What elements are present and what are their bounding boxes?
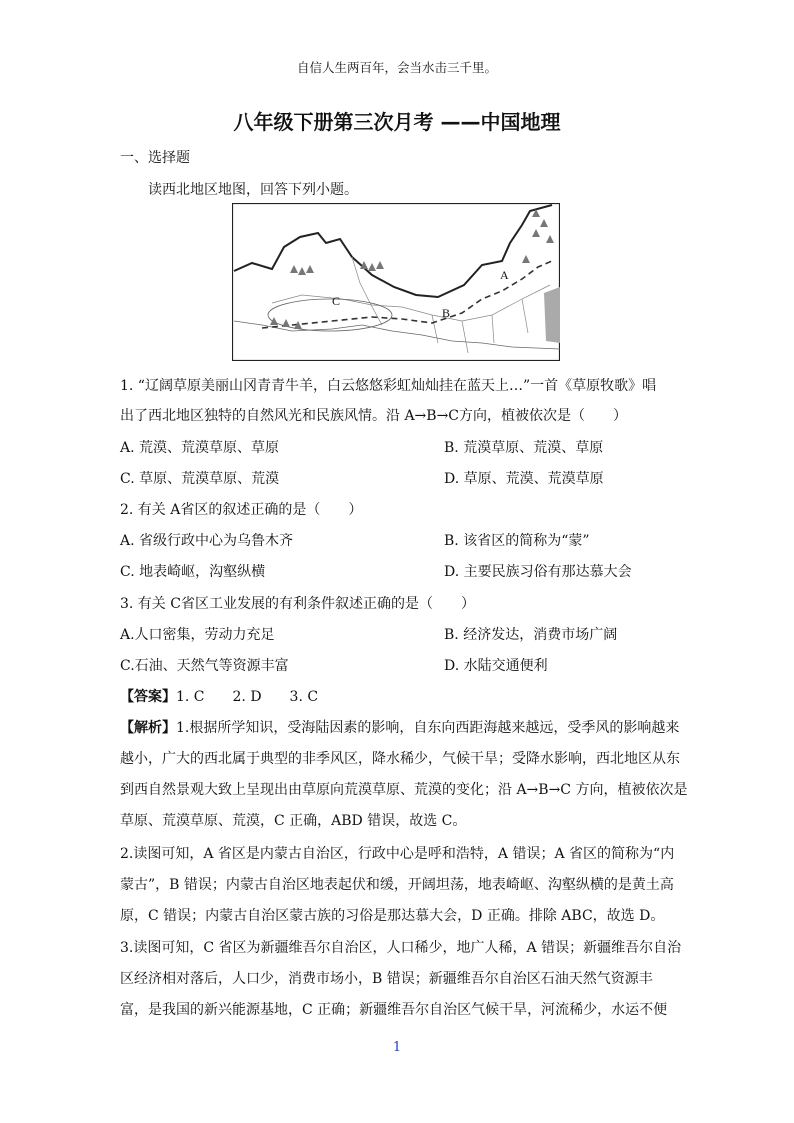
q1-option-b: B. 荒漠草原、荒漠、草原 (444, 440, 604, 456)
map-figure (232, 203, 560, 361)
section-heading: 一、选择题 (120, 150, 190, 166)
answer-text: 1. C 2. D 3. C (176, 689, 319, 705)
q1-stem-line1: 1. “辽阔草原美丽山冈青青牛羊，白云悠悠彩虹灿灿挂在蓝天上…”一首《草原牧歌》唱 (120, 378, 657, 394)
q3-option-b: B. 经济发达，消费市场广阔 (444, 627, 618, 643)
q2-option-c: C. 地表崎岖，沟壑纵横 (120, 564, 266, 580)
map-label-b: B (442, 306, 451, 320)
analysis-line-5: 2.读图可知，A 省区是内蒙古自治区，行政中心是呼和浩特，A 错误；A 省区的简称为“内 (120, 846, 675, 862)
map-label-a: A (500, 268, 509, 282)
analysis-line-1 (120, 717, 679, 737)
q2-option-d: D. 主要民族习俗有那达慕大会 (444, 564, 632, 580)
analysis-text-1: 1.根据所学知识，受海陆因素的影响，自东向西距海越来越远，受季风的影响越来 (176, 720, 680, 736)
q2-option-b: B. 该省区的简称为“蒙” (444, 533, 590, 549)
page-title: 八年级下册第三次月考 ——中国地理 (233, 110, 561, 134)
header-motto: 自信人生两百年，会当水击三千里。 (296, 60, 497, 75)
analysis-line-6: 蒙古”，B 错误；内蒙古自治区地表起伏和缓，开阔坦荡，地表崎岖、沟壑纵横的是黄土高 (120, 877, 674, 893)
q3-option-a: A.人口密集，劳动力充足 (120, 627, 275, 643)
q3-option-c: C.石油、天然气等资源丰富 (120, 658, 289, 674)
analysis-line-4: 草原、荒漠草原、荒漠，C 正确，ABD 错误，故选 C。 (120, 813, 467, 829)
map-label-c: C (332, 294, 341, 308)
q1-option-a: A. 荒漠、荒漠草原、草原 (120, 440, 280, 456)
analysis-line-9: 区经济相对落后，人口少，消费市场小，B 错误；新疆维吾尔自治区石油天然气资源丰 (120, 971, 653, 987)
analysis-line-2: 越小，广大的西北属于典型的非季风区，降水稀少，气候干旱；受降水影响，西北地区从东 (120, 751, 680, 767)
q2-option-a: A. 省级行政中心为乌鲁木齐 (120, 533, 294, 549)
northwest-region-map (232, 203, 560, 361)
answer-line (120, 686, 318, 706)
q1-stem-line2: 出了西北地区独特的自然风光和民族风情。沿 A→B→C方向，植被依次是（ ） (120, 408, 628, 424)
analysis-line-10: 富，是我国的新兴能源基地，C 正确；新疆维吾尔自治区气候干旱，河流稀少，水运不便 (120, 1002, 668, 1018)
intro-text: 读西北地区地图，回答下列小题。 (148, 182, 358, 198)
q3-option-d: D. 水陆交通便利 (444, 658, 548, 674)
analysis-line-3: 到西自然景观大致上呈现出由草原向荒漠草原、荒漠的变化；沿 A→B→C 方向，植被依次是 (120, 782, 688, 798)
page-number: 1 (392, 1040, 402, 1055)
q1-option-c: C. 草原、荒漠草原、荒漠 (120, 471, 280, 487)
analysis-tag: 【解析】 (120, 720, 176, 736)
q3-stem: 3. 有关 C省区工业发展的有利条件叙述正确的是（ ） (120, 596, 475, 612)
q1-option-d: D. 草原、荒漠、荒漠草原 (444, 471, 604, 487)
answer-tag: 【答案】 (120, 689, 176, 705)
analysis-line-7: 原，C 错误；内蒙古自治区蒙古族的习俗是那达慕大会，D 正确。排除 ABC，故选 D。 (120, 908, 665, 924)
q2-stem: 2. 有关 A省区的叙述正确的是（ ） (120, 502, 363, 518)
analysis-line-8: 3.读图可知，C 省区为新疆维吾尔自治区，人口稀少，地广人稀，A 错误；新疆维吾尔自治 (120, 940, 682, 956)
